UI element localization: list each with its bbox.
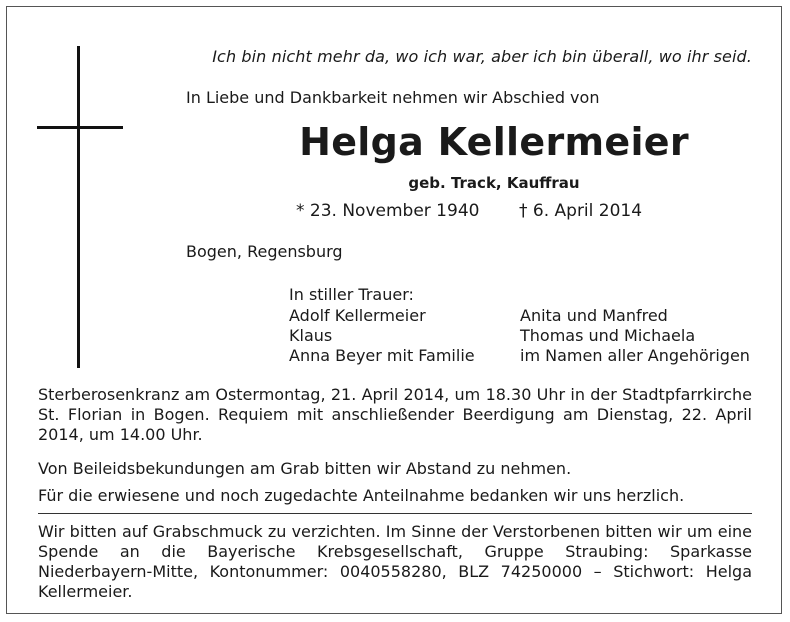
mourner-name: Adolf Kellermeier (289, 306, 426, 325)
death-date: † 6. April 2014 (519, 201, 643, 221)
motto-quote: Ich bin nicht mehr da, wo ich war, aber ich bin überall, wo ihr seid. (212, 47, 752, 66)
cross-icon-bar (37, 126, 123, 129)
mourner-name: Anna Beyer mit Familie (289, 346, 475, 365)
thanks-notice: Für die erwiesene und noch zugedachte Anteilnahme bedanken wir uns herzlich. (38, 486, 685, 505)
intro-text: In Liebe und Dankbarkeit nehmen wir Abschied von (186, 88, 600, 107)
mourners-heading: In stiller Trauer: (289, 285, 414, 304)
deceased-name: Helga Kellermeier (299, 120, 689, 164)
mourner-name: Thomas und Michaela (520, 326, 696, 345)
birth-date: * 23. November 1940 (296, 201, 480, 221)
place-of-residence: Bogen, Regensburg (186, 242, 343, 261)
donation-notice: Wir bitten auf Grabschmuck zu verzichten. Im Sinne der Verstorbenen bitten wir um eine Spende an die Bayerische Krebsgesellschaft, Gruppe Straubing: Sparkasse Niederbayern-Mitte, Kontonummer: 0040558280, BLZ 74250000 – Stichwort: Helga Kellermeier. (38, 522, 752, 601)
mourner-name: im Namen aller Angehörigen (520, 346, 750, 365)
deceased-subtitle: geb. Track, Kauffrau (408, 174, 580, 192)
rosary-notice: Sterberosenkranz am Ostermontag, 21. April 2014, um 18.30 Uhr in der Stadtpfarrkirche St. Florian in Bogen. Requiem mit anschließender Beerdigung am Dienstag, 22. April 2014, um 14.00 Uhr. (38, 385, 752, 444)
condolence-notice: Von Beileidsbekundungen am Grab bitten wir Abstand zu nehmen. (38, 459, 572, 478)
mourner-name: Anita und Manfred (520, 306, 668, 325)
mourners-left-column (289, 306, 475, 366)
divider (38, 513, 752, 514)
cross-icon (77, 46, 80, 368)
mourners-right-column (520, 306, 750, 366)
mourner-name: Klaus (289, 326, 333, 345)
